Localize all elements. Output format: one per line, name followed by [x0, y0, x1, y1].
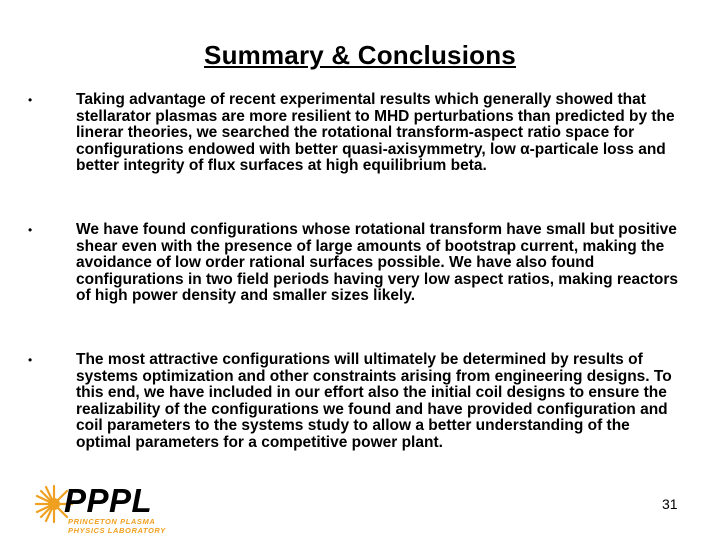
bullet-marker: • — [28, 223, 33, 237]
bullet-text: Taking advantage of recent experimental results which generally showed that stellarator plasmas are more resilient to MHD perturbations than predicted by the linerar theories, we searched the rotational transform-aspect ratio space for configurations endowed with better quasi-axisymmetry, low α-particale loss and better integrity of flux surfaces at high equilibrium beta. — [76, 91, 675, 175]
slide-title: Summary & Conclusions — [204, 40, 516, 70]
bullet-text: The most attractive configurations will ultimately be determined by results of systems optimization and other constraints arising from engineering designs. To this end, we have included in our effort also the initial coil designs to ensure the realizability of the configurations we found and have provided configuration and coil parameters to the systems study to allow a better understanding of the optimal parameters for a competitive power plant. — [76, 351, 672, 451]
logo-subtitle-line1: PRINCETON PLASMA — [68, 517, 156, 526]
bullet-marker: • — [28, 93, 33, 107]
logo-subtitle-line2: PHYSICS LABORATORY — [68, 526, 166, 535]
bullet-text: We have found configurations whose rotational transform have small but positive shear even with the presence of large amounts of bootstrap current, making the avoidance of low order rational surfaces possible. We have also found configurations in two field periods having very low aspect ratios, making reactors of high power density and smaller sizes likely. — [76, 221, 679, 305]
pppl-logo — [34, 482, 166, 535]
bullet-item — [28, 222, 688, 305]
bullet-marker: • — [28, 353, 33, 367]
page-number: 31 — [662, 496, 678, 512]
logo-wordmark: PPPL — [64, 482, 153, 519]
bullet-item — [28, 92, 688, 175]
bullet-item — [28, 352, 688, 452]
